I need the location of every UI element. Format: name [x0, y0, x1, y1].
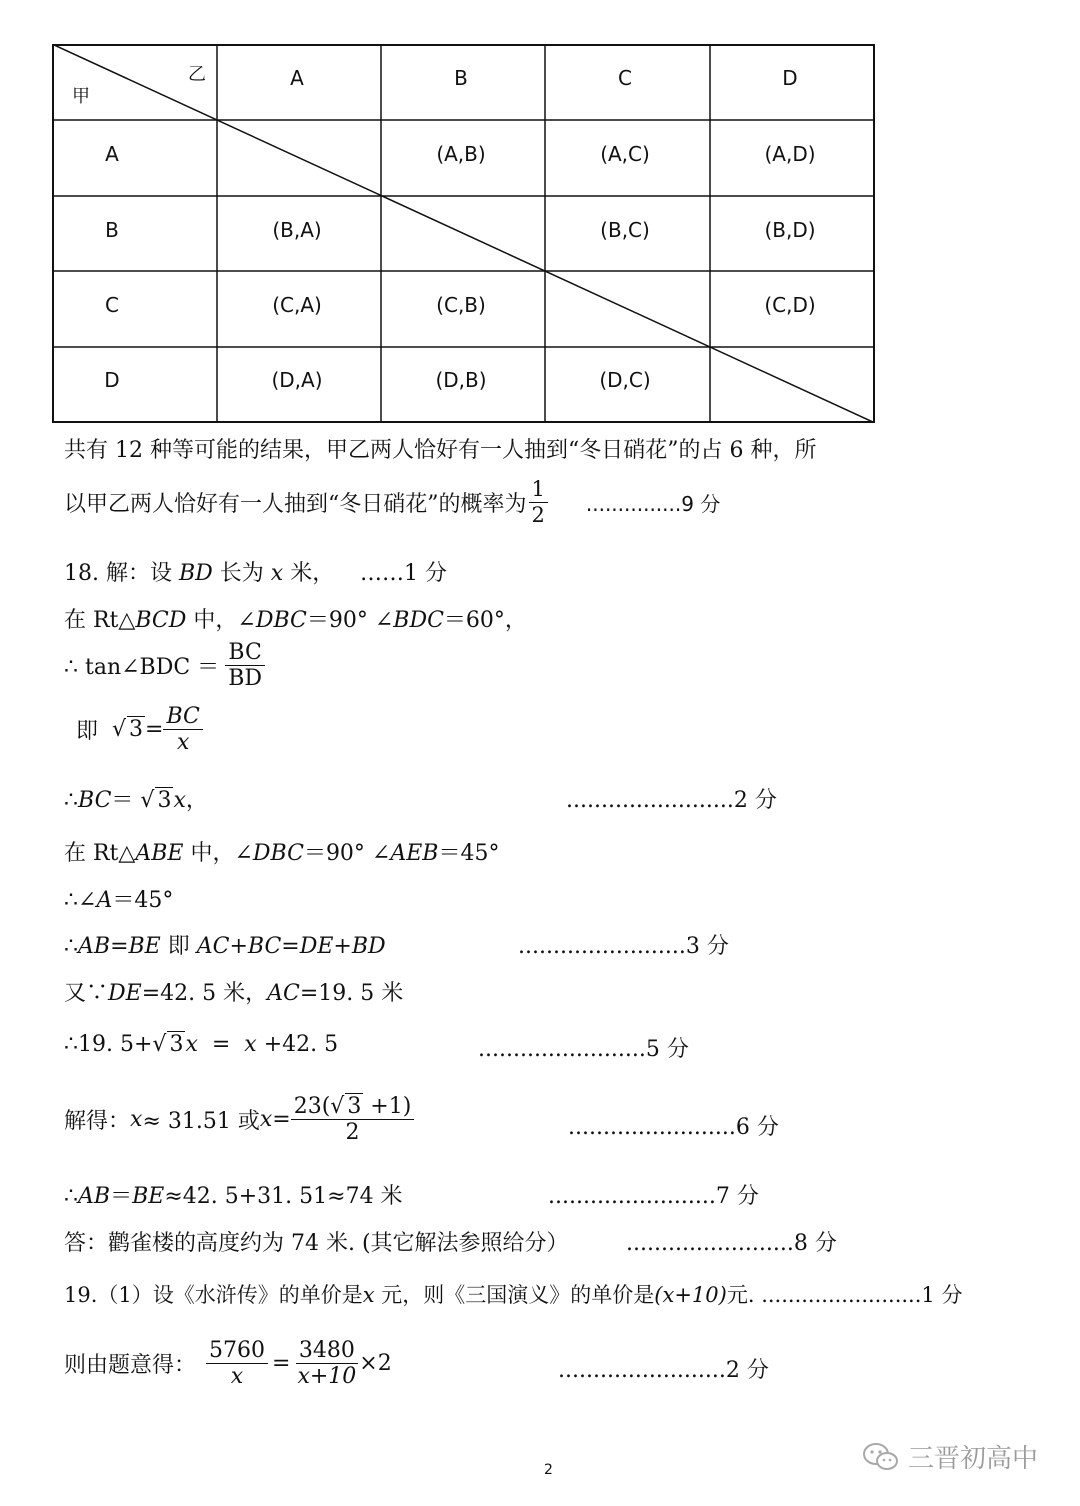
row-header: D — [104, 368, 120, 392]
s18-line9: 又∵DE=42. 5 米，AC=19. 5 米 — [64, 981, 404, 1006]
table-cell: (B,A) — [272, 218, 322, 242]
s18-score-8: ........................8 分 — [626, 1231, 837, 1256]
corner-top-label: 乙 — [188, 64, 206, 85]
table-cell: (A,D) — [764, 142, 816, 166]
solution-fraction: $\frac{23(√ 3 +1)}{2}$ — [291, 1094, 415, 1146]
frac-denominator: 2 — [531, 502, 545, 527]
s18-score-5: ........................5 分 — [478, 1037, 689, 1062]
s18-line2: 在 Rt△BCD 中，∠DBC＝90° ∠BDC＝60°， — [64, 608, 527, 633]
table-grid — [52, 44, 875, 423]
table-cell: (C,A) — [272, 293, 322, 317]
s19-score-2: ........................2 分 — [558, 1358, 769, 1383]
probability-fraction — [529, 477, 548, 526]
s18-line8: ∴AB=BE 即 AC+BC=DE+BD — [64, 934, 386, 959]
table-cell: (C,B) — [436, 293, 486, 317]
page-number: 2 — [544, 1462, 553, 1478]
table-cell: (D,A) — [271, 368, 323, 392]
col-header: C — [618, 66, 632, 90]
s18-score-6: ........................6 分 — [568, 1115, 779, 1140]
row-header: C — [105, 293, 119, 317]
s18-line11: 解得： x ≈ 31.51 或 x = $\frac{23(√ 3 +1)}{2}$ — [64, 1094, 414, 1146]
s18-line5: ∴BC＝ √ 3x， — [64, 788, 208, 813]
col-header: A — [290, 66, 304, 90]
s19-line1: 19.（1）设《水浒传》的单价是x 元，则《三国演义》的单价是(x+10)元. ........................1 分 — [64, 1283, 963, 1307]
s18-answer: 答：鹳雀楼的高度约为 74 米. (其它解法参照给分） — [64, 1231, 569, 1256]
col-header: D — [782, 66, 798, 90]
s18-line6: 在 Rt△ABE 中，∠DBC＝90° ∠AEB＝45° — [64, 841, 500, 866]
watermark — [862, 1438, 1038, 1475]
s18-line10: ∴19. 5+√ 3x = x +42. 5 — [64, 1032, 339, 1057]
corner-bottom-label: 甲 — [72, 86, 90, 107]
s19-line2: 则由题意得： $\frac{5760}{x}$ = $\frac{3480}{x+10}$ ×2 — [64, 1338, 392, 1390]
wechat-icon — [862, 1441, 900, 1473]
row-header: B — [105, 218, 119, 242]
table-cell: (D,C) — [599, 368, 651, 392]
s18-score-7: ........................7 分 — [548, 1184, 759, 1209]
table-cell: (B,D) — [764, 218, 816, 242]
frac-numerator: 1 — [529, 477, 548, 502]
row-header: A — [105, 142, 119, 166]
s18-line7: ∴∠A＝45° — [64, 888, 174, 913]
s18-line1: 18. 解：设 BD 长为 x 米， — [64, 561, 335, 586]
s18-line3: ∴ tan∠BDC ＝ $\frac{BC}{BD}$ — [64, 640, 265, 692]
diagonal-line — [52, 44, 875, 423]
tan-fraction: $\frac{BC}{BD}$ — [225, 640, 265, 692]
table-cell: (B,C) — [600, 218, 650, 242]
p17-line2 — [64, 472, 720, 532]
table-cell: (D,B) — [435, 368, 487, 392]
table-cell: (A,B) — [436, 142, 486, 166]
s18-line4: 即 √ 3 = $\frac{BC}{x}$ — [76, 704, 203, 756]
watermark-text: 三晋初高中 — [908, 1444, 1039, 1474]
s18-score-1: ……1 分 — [360, 561, 447, 586]
p17-line1: 共有 12 种等可能的结果，甲乙两人恰好有一人抽到“冬日硝花”的占 6 种，所 — [64, 438, 817, 463]
table-cell: (C,D) — [764, 293, 816, 317]
s18-score-3: ........................3 分 — [518, 934, 729, 959]
s18-score-2: ........................2 分 — [566, 788, 777, 813]
fraction-3480-over-x10: $\frac{3480}{x+10}$ — [297, 1338, 357, 1390]
col-header: B — [454, 66, 468, 90]
p17-line2-text: 以甲乙两人恰好有一人抽到“冬日硝花”的概率为 — [64, 491, 527, 517]
fraction-5760-over-x: $\frac{5760}{x}$ — [206, 1338, 268, 1390]
s18-line12: ∴AB＝BE≈42. 5+31. 51≈74 米 — [64, 1184, 403, 1209]
bc-over-x-fraction: $\frac{BC}{x}$ — [163, 704, 202, 756]
table-cell: (A,C) — [600, 142, 650, 166]
p17-score: ...............9 分 — [585, 491, 721, 516]
